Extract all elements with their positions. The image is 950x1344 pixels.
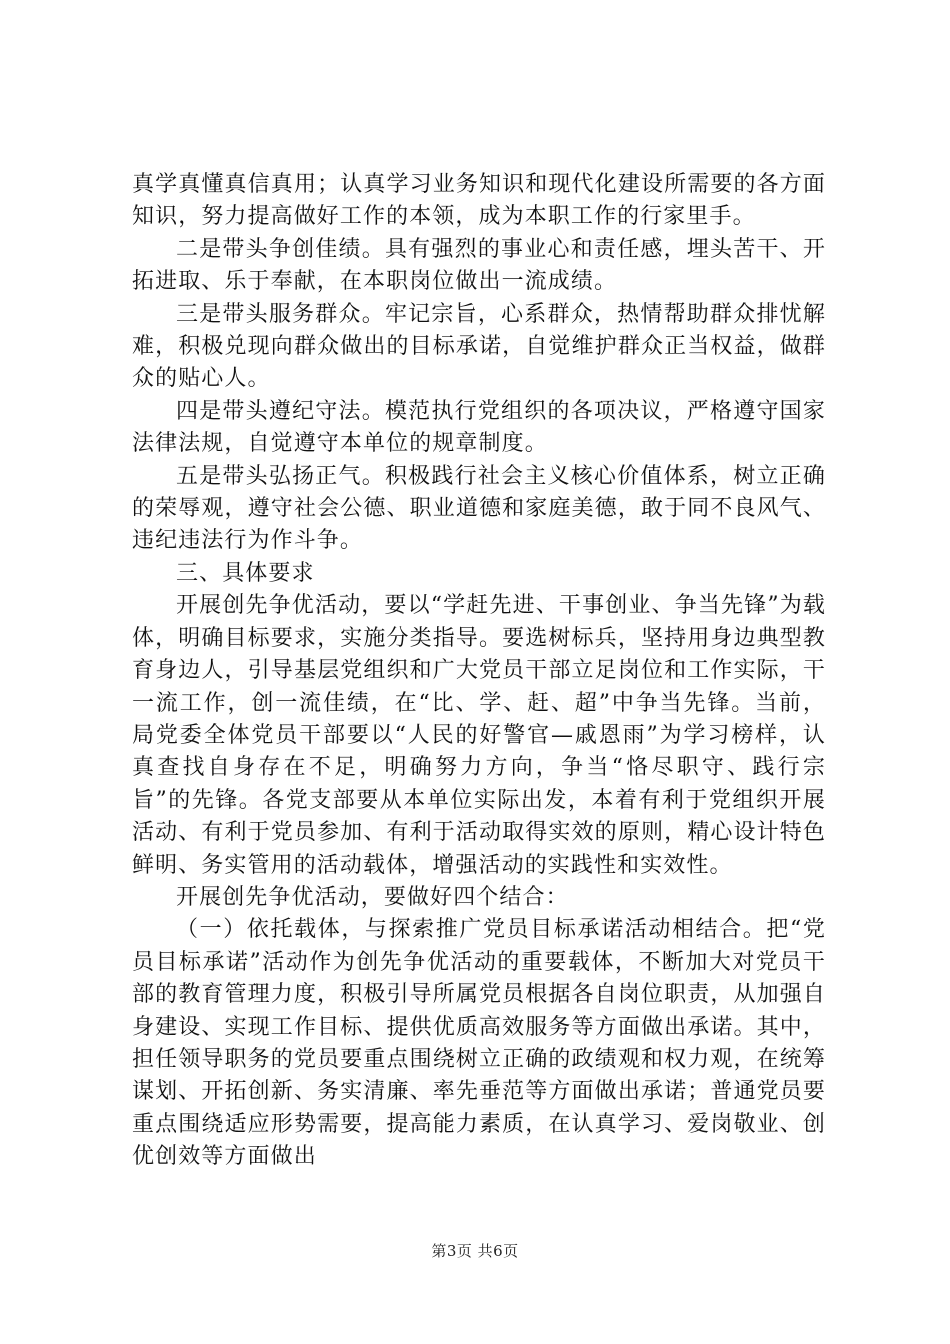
paragraph: 二是带头争创佳绩。具有强烈的事业心和责任感，埋头苦干、开拓进取、乐于奉献，在本职岗位做出一流成绩。 [132,236,826,295]
paragraph: 三、具体要求 [176,560,315,586]
paragraph: （一）依托载体，与探索推广党员目标承诺活动相结合。把“党员目标承诺”活动作为创先争优活动的重要载体，不断加大对党员干部的教育管理力度，积极引导所属党员根据各自岗位职责，从加强自身建设、实现工作目标、提供优质高效服务等方面做出承诺。其中，担任领导职务的党员要重点围绕树立正确的政绩观和权力观，在统筹谋划、开拓创新、务实清廉、率先垂范等方面做出承诺；普通党员要重点围绕适应形势需要，提高能力素质，在认真学习、爱岗敬业、创优创效等方面做出 [132,917,826,1170]
paragraph: 三是带头服务群众。牢记宗旨，心系群众，热情帮助群众排忧解难，积极兑现向群众做出的目标承诺，自觉维护群众正当权益，做群众的贴心人。 [132,301,826,392]
paragraph: 五是带头弘扬正气。积极践行社会主义核心价值体系，树立正确的荣辱观，遵守社会公德、职业道德和家庭美德，敢于同不良风气、违纪违法行为作斗争。 [132,463,826,554]
paragraph: 真学真懂真信真用；认真学习业务知识和现代化建设所需要的各方面知识，努力提高做好工作的本领，成为本职工作的行家里手。 [132,172,826,230]
document-body [132,169,826,1174]
page-footer: 第3页 共6页 [431,1242,519,1260]
paragraph: 开展创先争优活动，要以“学赶先进、干事创业、争当先锋”为载体，明确目标要求，实施分类指导。要选树标兵，坚持用身边典型教育身边人，引导基层党组织和广大党员干部立足岗位和工作实际，干一流工作，创一流佳绩，在“比、学、赶、超”中争当先锋。当前，局党委全体党员干部要以“人民的好警官—戚恩雨”为学习榜样，认真查找自身存在不足，明确努力方向，争当“恪尽职守、践行宗旨”的先锋。各党支部要从本单位实际出发，本着有利于党组织开展活动、有利于党员参加、有利于活动取得实效的原则，精心设计特色鲜明、务实管用的活动载体，增强活动的实践性和实效性。 [132,593,826,878]
paragraph: 四是带头遵纪守法。模范执行党组织的各项决议，严格遵守国家法律法规，自觉遵守本单位的规章制度。 [132,398,826,457]
paragraph: 开展创先争优活动，要做好四个结合： [176,884,569,910]
